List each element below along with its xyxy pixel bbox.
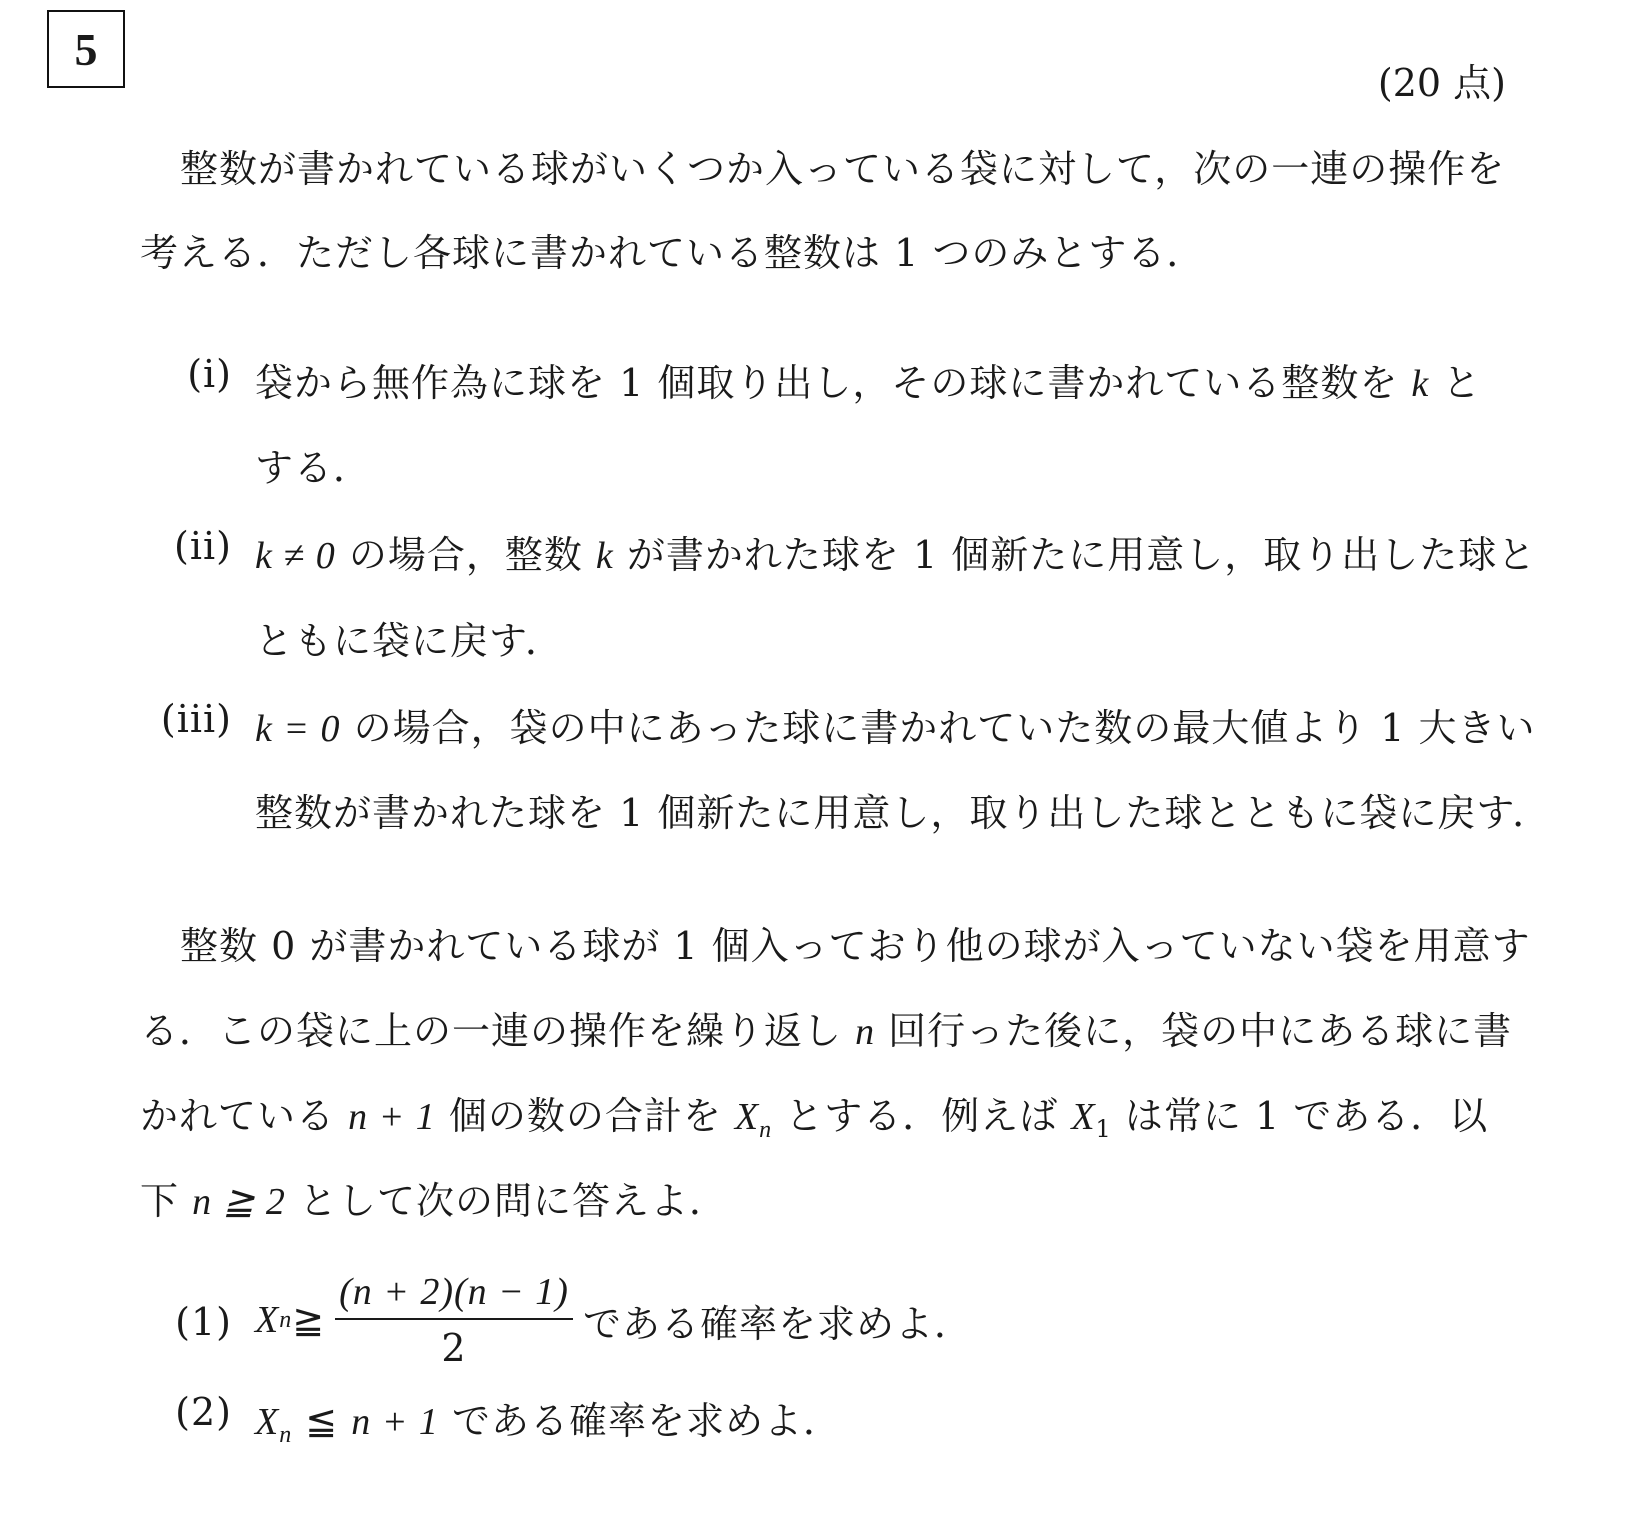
step-iii-line-2: 整数が書かれた球を 1 個新たに用意し，取り出した球とともに袋に戻す． [255, 791, 1552, 835]
q1-X: X [255, 1299, 280, 1341]
setup-line-4-a: 下 [140, 1179, 193, 1223]
setup-line-3 [140, 1085, 1489, 1143]
setup-line-3-c: とする．例えば [772, 1094, 1072, 1138]
setup-line-3-a: かれている [140, 1094, 349, 1138]
question-label-1: (1) [175, 1300, 232, 1344]
var-X: X [734, 1096, 760, 1138]
step-label-ii: (ii) [174, 524, 232, 568]
q1-fraction [335, 1270, 573, 1370]
q1-numerator: (n + 2)(n − 1) [339, 1271, 569, 1313]
problem-number: 5 [74, 23, 98, 75]
q2-relation: ≦ [292, 1399, 352, 1443]
step-label-iii: (iii) [160, 697, 232, 741]
q1-relation: ≧ [292, 1298, 326, 1342]
setup-line-1: 整数 0 が書かれている球が 1 個入っており他の球が入っていない袋を用意す [180, 924, 1531, 968]
setup-line-2-a: る．この袋に上の一連の操作を繰り返し [140, 1009, 856, 1053]
step-i-line-1 [255, 352, 1481, 407]
var-X1: X [1071, 1096, 1096, 1138]
step-ii-line-1 [255, 524, 1536, 579]
setup-line-4 [140, 1170, 728, 1225]
q2-X: X [255, 1401, 280, 1443]
q2-tail: である確率を求めよ． [438, 1399, 842, 1443]
setup-line-3-d: は常に 1 である．以 [1111, 1094, 1489, 1138]
var-n: n [855, 1011, 876, 1053]
intro-line-1: 整数が書かれている球がいくつか入っている袋に対して，次の一連の操作を [180, 147, 1506, 191]
q2-rhs: n + 1 [351, 1401, 439, 1443]
setup-line-3-b: 個の数の合計を [435, 1094, 735, 1138]
var-X-sub: n [759, 1117, 773, 1143]
setup-line-4-b: として次の問に答えよ． [285, 1179, 729, 1223]
setup-line-2-b: 回行った後に，袋の中にある球に書 [875, 1009, 1513, 1053]
q1-denominator: 2 [335, 1318, 573, 1370]
step-iii-line-1 [255, 697, 1536, 752]
problem-number-box [47, 10, 125, 88]
math-n-plus-1: n + 1 [348, 1096, 436, 1138]
step-iii-text-a: の場合，袋の中にあった球に書かれていた数の最大値より 1 大きい [340, 706, 1536, 750]
var-X1-sub: 1 [1095, 1115, 1112, 1143]
step-i-text-a: 袋から無作為に球を 1 個取り出し，その球に書かれている整数を [255, 361, 1412, 405]
step-i-text-b: と [1429, 361, 1482, 405]
math-n-geq-2: n ≧ 2 [192, 1181, 286, 1223]
question-2 [255, 1390, 842, 1448]
question-1: X n ≧ $\frac{(n + 2)(n - 1)}{2}$ である確率を求めよ． [255, 1271, 973, 1370]
var-k: k [595, 535, 614, 577]
points-label: (20 点) [1377, 61, 1506, 105]
question-label-2: (2) [175, 1390, 232, 1434]
setup-line-2 [140, 1000, 1512, 1055]
step-ii-line-2: ともに袋に戻す． [255, 619, 564, 663]
q2-X-sub: n [279, 1422, 293, 1448]
intro-line-2: 考える．ただし各球に書かれている整数は 1 つのみとする． [140, 231, 1206, 275]
step-i-line-2: する． [255, 446, 373, 490]
step-label-i: (i) [187, 352, 232, 396]
var-k: k [1411, 363, 1430, 405]
cond-k-eq-0: k = 0 [255, 708, 341, 750]
cond-k-neq-0: k ≠ 0 [255, 535, 336, 577]
step-ii-text-b: が書かれた球を 1 個新たに用意し，取り出した球と [613, 533, 1537, 577]
q1-tail: である確率を求めよ． [582, 1301, 973, 1346]
step-ii-text-a: の場合，整数 [335, 533, 596, 577]
